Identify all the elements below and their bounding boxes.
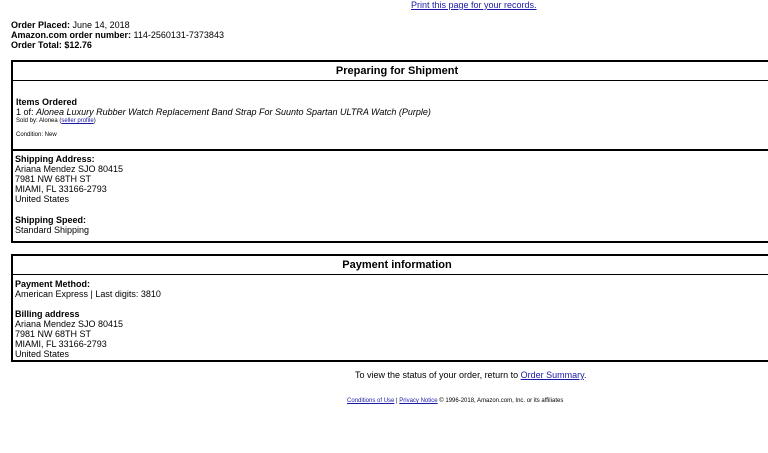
shipment-box [11, 60, 768, 243]
payment-method-value: American Express | Last digits: 3810 [15, 289, 161, 299]
conditions-of-use-link[interactable]: Conditions of Use [347, 398, 395, 404]
order-total-row [11, 40, 224, 50]
payment-section [13, 275, 768, 359]
order-summary-header [11, 20, 224, 50]
billing-address-line: MIAMI, FL 33166-2793 [15, 339, 107, 349]
sold-by [16, 117, 768, 126]
items-ordered-section [13, 81, 768, 151]
payment-method-label: Payment Method: [15, 279, 91, 289]
status-prefix: To view the status of your order, return to [355, 370, 521, 380]
order-total-value: $12.76 [64, 40, 92, 50]
billing-address-line: 7981 NW 68TH ST [15, 329, 92, 339]
item-line [16, 107, 768, 117]
order-number-value: 114-2560131-7373843 [133, 30, 224, 40]
order-total-label: Order Total: [11, 40, 62, 50]
shipping-address-line: Ariana Mendez SJO 80415 [15, 164, 124, 174]
shipping-address-label: Shipping Address: [15, 154, 95, 164]
item-condition: Condition: New [16, 132, 57, 138]
billing-address-label: Billing address [15, 309, 80, 319]
shipment-title: Preparing for Shipment [13, 62, 768, 81]
shipping-address-line: United States [15, 194, 70, 204]
page-footer [347, 397, 563, 405]
order-number-row [11, 30, 224, 40]
shipping-section [13, 151, 768, 235]
item-title: Alonea Luxury Rubber Watch Replacement Band Strap For Suunto Spartan ULTRA Watch (Purple) [36, 107, 431, 117]
footer-separator: | [394, 398, 400, 404]
shipping-speed-value: Standard Shipping [15, 225, 90, 235]
payment-box [11, 254, 768, 362]
order-summary-link[interactable]: Order Summary [520, 370, 584, 380]
privacy-notice-link[interactable]: Privacy Notice [399, 398, 438, 404]
seller-profile-link[interactable]: seller profile [61, 118, 94, 124]
order-placed-value: June 14, 2018 [72, 20, 130, 30]
shipping-address-line: 7981 NW 68TH ST [15, 174, 92, 184]
items-ordered-label: Items Ordered [16, 97, 78, 107]
sold-by-prefix: Sold by: Alonea ( [16, 118, 62, 124]
copyright-text: © 1996-2018, Amazon.com, Inc. or its affiliates [437, 398, 564, 404]
billing-address-line: United States [15, 349, 70, 359]
item-qty: 1 of: [16, 107, 34, 117]
order-status-note [355, 370, 586, 380]
shipping-address-line: MIAMI, FL 33166-2793 [15, 184, 107, 194]
sold-by-suffix: ) [93, 118, 96, 124]
order-placed-label: Order Placed: [11, 20, 71, 30]
billing-address-line: Ariana Mendez SJO 80415 [15, 319, 124, 329]
print-page-link[interactable]: Print this page for your records. [411, 0, 537, 10]
status-suffix: . [583, 370, 587, 380]
order-placed-row [11, 20, 224, 30]
payment-title: Payment information [13, 256, 768, 275]
order-number-label: Amazon.com order number: [11, 30, 132, 40]
shipping-speed-label: Shipping Speed: [15, 215, 86, 225]
